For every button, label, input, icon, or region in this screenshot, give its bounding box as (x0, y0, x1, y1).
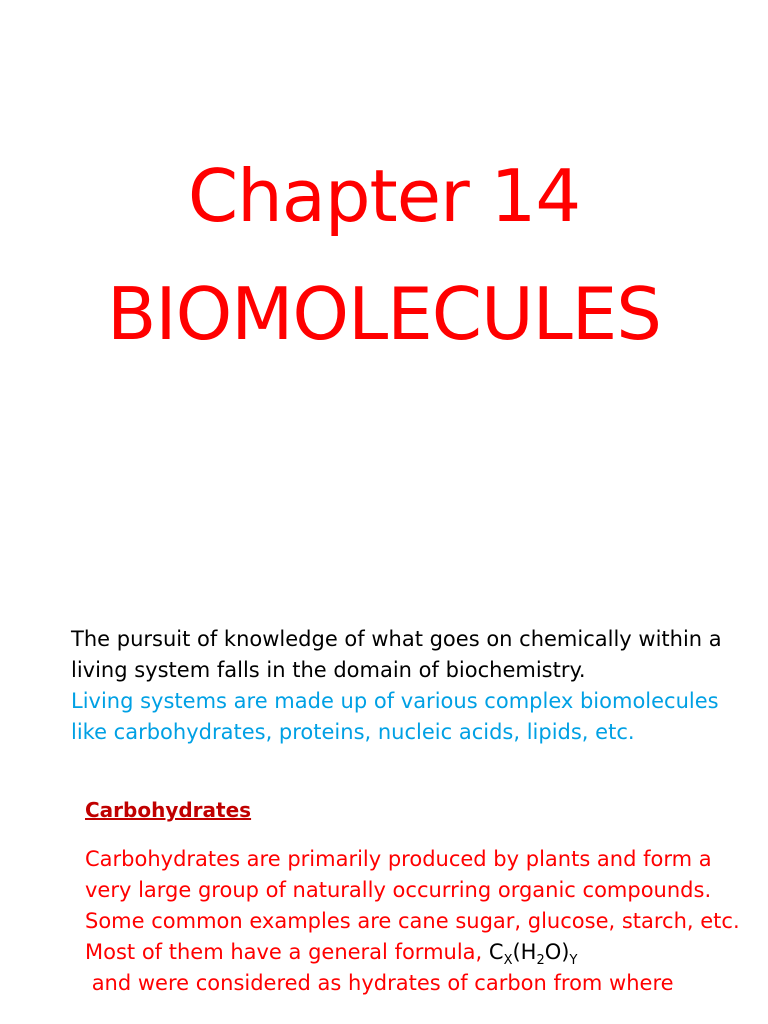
formula-h: (H (512, 940, 537, 964)
carbohydrates-definition: Carbohydrates are primarily produced by plants and form a very large group of naturally occurring organic compounds. (85, 847, 712, 902)
intro-sentence-biochemistry: The pursuit of knowledge of what goes on chemically within a living system falls in the domain of biochemistry. (71, 627, 722, 682)
formula-c: C (488, 940, 504, 964)
carbohydrates-hydrates-line: and were considered as hydrates of carbon from where (91, 971, 674, 995)
carbohydrates-examples: Some common examples are cane sugar, glucose, starch, etc. Most of them have a general formula, (85, 909, 740, 964)
intro-paragraph (71, 624, 761, 748)
intro-sentence-biomolecules: Living systems are made up of various complex biomolecules like carbohydrates, proteins, nucleic acids, lipids, etc. (71, 689, 719, 744)
chapter-title: Chapter 14 (187, 154, 581, 238)
formula-o: O) (544, 940, 570, 964)
topic-title: BIOMOLECULES (107, 272, 661, 356)
carbohydrates-section (85, 796, 755, 999)
formula-sub-2: 2 (536, 953, 545, 969)
carbohydrates-heading: Carbohydrates (85, 798, 252, 822)
carbohydrates-paragraph (85, 844, 755, 999)
formula-sub-x: X (503, 953, 513, 969)
general-formula (488, 940, 578, 969)
formula-sub-y: Y (569, 953, 578, 969)
